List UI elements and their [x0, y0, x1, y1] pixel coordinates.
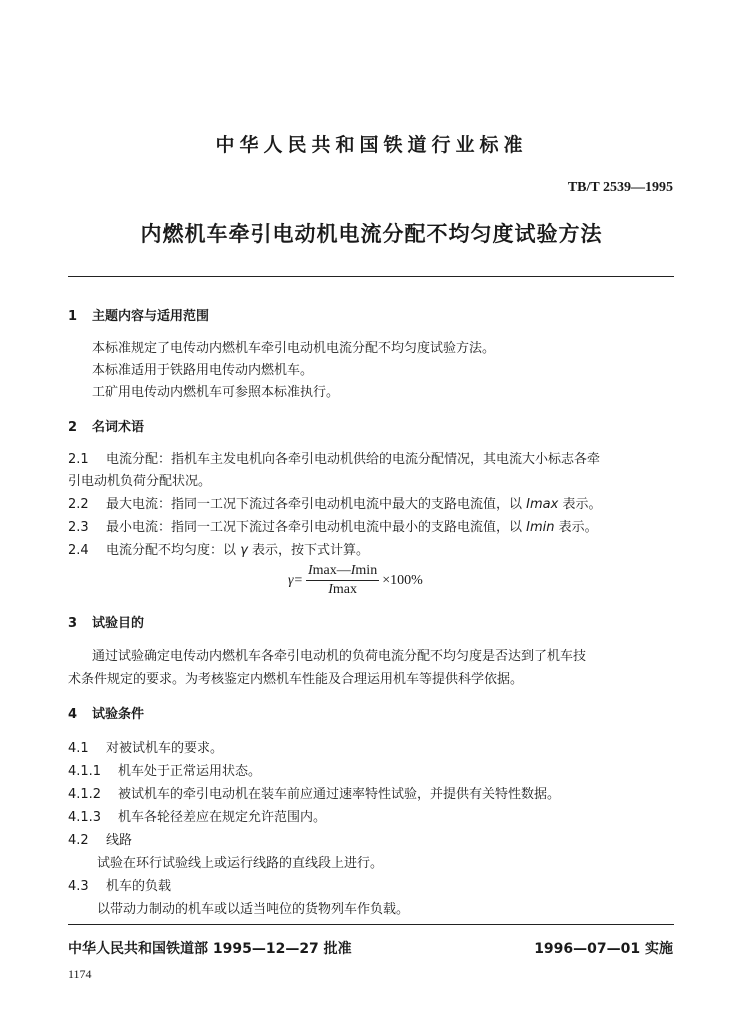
clause-number: 4.1.1: [68, 764, 102, 779]
paragraph: 工矿用电传动内燃机车可参照本标准执行。: [92, 385, 340, 400]
clause-text: 机车处于正常运用状态。: [118, 764, 262, 779]
clause-number: 2.2: [68, 497, 89, 512]
clause-number: 2.3: [68, 520, 89, 535]
section-title: 名词术语: [92, 420, 145, 435]
clause-number: 4.3: [68, 879, 89, 894]
formula: [288, 563, 423, 598]
standard-code: TB/T 2539—1995: [567, 180, 673, 195]
section-1-heading: [68, 305, 209, 324]
paragraph: 本标准适用于铁路用电传动内燃机车。: [92, 363, 314, 378]
formula-fraction: [306, 563, 379, 598]
clause-text: 最大电流：指同一工况下流过各牵引电动机电流中最大的支路电流值，以: [106, 497, 527, 512]
section-4-heading: [68, 703, 144, 722]
effective-date: 1996—07—01 实施: [534, 941, 673, 957]
clause-text: 表示，按下式计算。: [247, 543, 369, 558]
formula-operator: —: [336, 563, 351, 578]
clause-text: 电流分配不均匀度：以: [106, 543, 241, 558]
clause-2-4: [68, 539, 369, 558]
clause-4-1-2: [68, 783, 560, 802]
section-2-heading: [68, 416, 144, 435]
clause-2-1: [68, 448, 600, 467]
page-number: 1174: [68, 967, 92, 981]
paragraph-continued: 术条件规定的要求。为考核鉴定内燃机车性能及合理运用机车等提供科学依据。: [68, 672, 524, 687]
formula-denominator: [328, 581, 357, 598]
formula-symbol: I: [350, 563, 356, 578]
footer-divider: [68, 924, 674, 925]
formula-symbol: I: [307, 563, 313, 578]
clause-number: 4.1.2: [68, 787, 102, 802]
clause-text: 最小电流：指同一工况下流过各牵引电动机电流中最小的支路电流值，以: [106, 520, 527, 535]
section-number: 4: [68, 707, 78, 722]
section-3-heading: [68, 612, 144, 631]
paragraph: 试验在环行试验线上或运行线路的直线段上进行。: [97, 856, 384, 871]
clause-4-2: [68, 829, 132, 848]
formula-numerator: [306, 563, 379, 581]
clause-text: 表示。: [558, 497, 602, 512]
approval-date: 中华人民共和国铁道部 1995—12—27 批准: [68, 941, 352, 957]
clause-4-1-1: [68, 760, 261, 779]
symbol-imax: Imax: [526, 497, 559, 512]
section-number: 1: [68, 309, 78, 324]
clause-number: 4.1: [68, 741, 89, 756]
formula-subscript: max: [332, 582, 357, 597]
symbol-gamma: γ: [240, 543, 248, 558]
clause-number: 2.1: [68, 452, 89, 467]
title-divider: [68, 276, 674, 277]
clause-2-3: [68, 516, 598, 535]
clause-text: 被试机车的牵引电动机在装车前应通过速率特性试验，并提供有关特性数据。: [118, 787, 561, 802]
formula-symbol: I: [328, 582, 333, 597]
formula-lhs: γ=: [288, 572, 303, 588]
clause-2-2: [68, 493, 601, 512]
section-title: 试验目的: [92, 616, 145, 631]
standard-org-header: 中华人民共和国铁道行业标准: [215, 134, 528, 156]
clause-number: 4.1.3: [68, 810, 102, 825]
paragraph: 以带动力制动的机车或以适当吨位的货物列车作负载。: [97, 902, 410, 917]
clause-text: 机车的负载: [106, 879, 172, 894]
section-title: 试验条件: [92, 707, 145, 722]
paragraph: 本标准规定了电传动内燃机车牵引电动机电流分配不均匀度试验方法。: [92, 341, 496, 356]
clause-number: 2.4: [68, 543, 89, 558]
paragraph: 通过试验确定电传动内燃机车各牵引电动机的负荷电流分配不均匀度是否达到了机车技: [92, 649, 587, 664]
clause-number: 4.2: [68, 833, 89, 848]
clause-text: 表示。: [554, 520, 598, 535]
formula-subscript: max: [312, 563, 337, 578]
formula-rhs: ×100%: [382, 572, 423, 588]
section-number: 2: [68, 420, 78, 435]
formula-subscript: min: [355, 563, 378, 578]
clause-4-3: [68, 875, 171, 894]
symbol-imin: Imin: [526, 520, 555, 535]
clause-text: 线路: [106, 833, 133, 848]
clause-4-1-3: [68, 806, 326, 825]
section-title: 主题内容与适用范围: [92, 309, 210, 324]
clause-2-1-continued: 引电动机负荷分配状况。: [68, 474, 212, 489]
document-title: 内燃机车牵引电动机电流分配不均匀度试验方法: [140, 222, 603, 246]
clause-4-1: [68, 737, 223, 756]
clause-text: 电流分配：指机车主发电机向各牵引电动机供给的电流分配情况，其电流大小标志各牵: [106, 452, 601, 467]
clause-text: 机车各轮径差应在规定允许范围内。: [118, 810, 327, 825]
section-number: 3: [68, 616, 78, 631]
clause-text: 对被试机车的要求。: [106, 741, 224, 756]
